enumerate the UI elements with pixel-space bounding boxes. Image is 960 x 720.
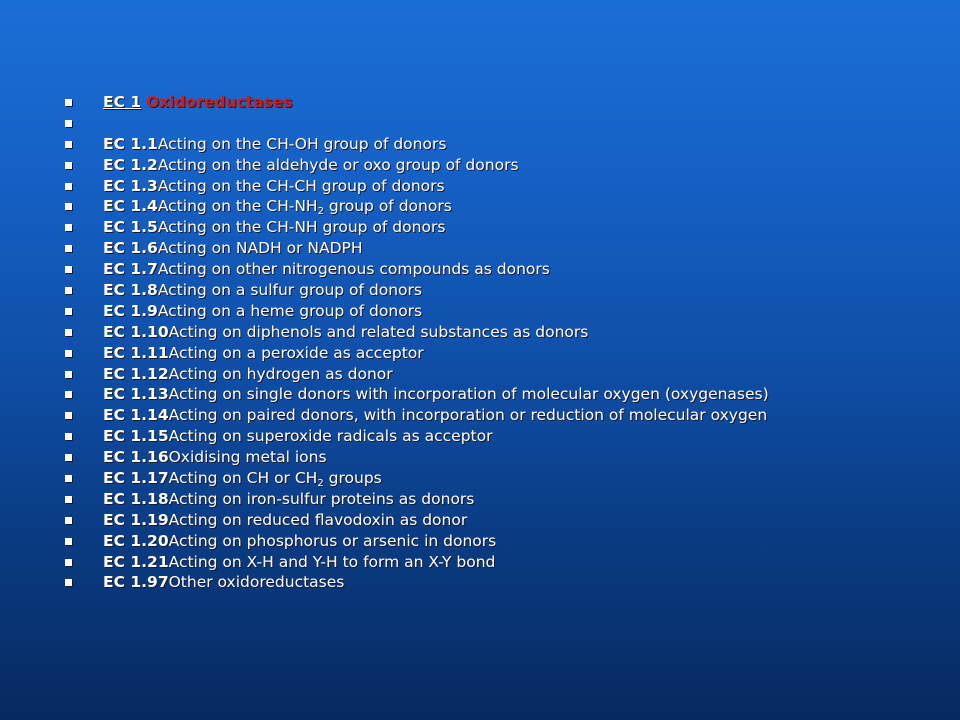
bullet-icon — [65, 203, 72, 210]
list-item — [62, 280, 769, 301]
ec-class-title: Oxidoreductases — [146, 93, 293, 111]
ec-code: EC 1.8 — [103, 281, 158, 300]
ec-code: EC 1.15 — [103, 427, 169, 446]
bullet-icon — [65, 183, 72, 190]
bullet-icon — [65, 350, 72, 357]
ec-description: Acting on CH or CH — [168, 469, 318, 488]
bullet-icon — [65, 245, 72, 252]
list-item — [62, 343, 769, 364]
ec-code: EC 1.9 — [103, 301, 158, 320]
list-item — [62, 238, 769, 259]
ec-description: Acting on a peroxide as acceptor — [168, 343, 424, 362]
list-item — [62, 176, 769, 197]
ec-code: EC 1.18 — [103, 489, 169, 508]
ec-code: EC 1.14 — [103, 406, 169, 425]
bullet-icon — [65, 454, 72, 461]
ec-description: Acting on superoxide radicals as acceptor — [168, 427, 493, 446]
bullet-icon — [65, 120, 72, 127]
ec-description: Acting on iron-sulfur proteins as donors — [168, 489, 475, 508]
ec-description: Acting on phosphorus or arsenic in donors — [168, 531, 497, 550]
subscript: 2 — [317, 206, 324, 218]
list-item-header — [62, 92, 769, 113]
bullet-icon — [65, 224, 72, 231]
ec-code: EC 1.13 — [103, 385, 169, 404]
ec-code: EC 1.19 — [103, 510, 169, 529]
ec-description: Acting on the aldehyde or oxo group of donors — [157, 155, 519, 174]
ec-description: Acting on diphenols and related substances as donors — [168, 322, 589, 341]
ec-description: Acting on a sulfur group of donors — [157, 281, 422, 300]
bullet-icon — [65, 162, 72, 169]
ec-code: EC 1.4 — [103, 197, 158, 216]
ec-description: Acting on other nitrogenous compounds as donors — [157, 260, 550, 279]
ec-description: Acting on the CH-OH group of donors — [157, 134, 447, 153]
list-item — [62, 468, 769, 489]
bullet-icon — [65, 141, 72, 148]
bullet-icon — [65, 559, 72, 566]
ec-description: Acting on a heme group of donors — [157, 301, 423, 320]
ec-code: EC 1.12 — [103, 364, 169, 383]
bullet-icon — [65, 371, 72, 378]
list-item — [62, 301, 769, 322]
ec-code: EC 1.5 — [103, 218, 158, 237]
list-item — [62, 259, 769, 280]
ec-code: EC 1.7 — [103, 260, 158, 279]
list-item — [62, 552, 769, 573]
bullet-icon — [65, 329, 72, 336]
list-item — [62, 489, 769, 510]
bullet-icon — [65, 538, 72, 545]
ec-description: Other oxidoreductases — [168, 573, 345, 592]
list-item — [62, 426, 769, 447]
ec-code: EC 1.97 — [103, 573, 169, 592]
bullet-icon — [65, 412, 72, 419]
bullet-icon — [65, 99, 72, 106]
ec-code: EC 1.3 — [103, 176, 158, 195]
list-item — [62, 572, 769, 593]
ec-description: Acting on NADH or NADPH — [157, 239, 363, 258]
bullet-icon — [65, 579, 72, 586]
bullet-icon — [65, 517, 72, 524]
bullet-icon — [65, 287, 72, 294]
ec-code: EC 1.11 — [103, 343, 169, 362]
ec-description: Acting on the CH-CH group of donors — [157, 176, 445, 195]
ec-description: Oxidising metal ions — [168, 448, 327, 467]
list-item — [62, 217, 769, 238]
bullet-icon — [65, 266, 72, 273]
bullet-icon — [65, 433, 72, 440]
ec-description: Acting on X-H and Y-H to form an X-Y bond — [168, 552, 496, 571]
ec-code: EC 1.17 — [103, 469, 169, 488]
list-item — [62, 322, 769, 343]
ec-code: EC 1.1 — [103, 134, 158, 153]
list-item — [62, 405, 769, 426]
bullet-icon — [65, 391, 72, 398]
ec-code: EC 1.21 — [103, 552, 169, 571]
bullet-icon — [65, 308, 72, 315]
ec-code: EC 1.6 — [103, 239, 158, 258]
list-item — [62, 134, 769, 155]
ec-description: Acting on reduced flavodoxin as donor — [168, 510, 468, 529]
ec-code: EC 1.2 — [103, 155, 158, 174]
list-item — [62, 447, 769, 468]
list-item — [62, 364, 769, 385]
enzyme-class-list — [62, 92, 769, 593]
ec-description: Acting on the CH-NH group of donors — [157, 218, 446, 237]
list-item — [62, 384, 769, 405]
list-item — [62, 155, 769, 176]
ec-code: EC 1.10 — [103, 322, 169, 341]
ec-description: Acting on single donors with incorporation of molecular oxygen (oxygenases) — [168, 385, 769, 404]
ec-description: Acting on hydrogen as donor — [168, 364, 393, 383]
ec-description-tail: group of donors — [323, 197, 452, 216]
bullet-icon — [65, 475, 72, 482]
list-item-empty — [62, 113, 769, 134]
list-item — [62, 510, 769, 531]
ec-class-link[interactable]: EC 1 — [103, 93, 142, 111]
ec-code: EC 1.20 — [103, 531, 169, 550]
bullet-icon — [65, 496, 72, 503]
ec-description-tail: groups — [323, 469, 382, 488]
subscript: 2 — [317, 478, 324, 490]
list-item — [62, 196, 769, 217]
ec-code: EC 1.16 — [103, 448, 169, 467]
ec-description: Acting on paired donors, with incorporation or reduction of molecular oxygen — [168, 406, 768, 425]
list-item — [62, 531, 769, 552]
ec-description: Acting on the CH-NH — [157, 197, 318, 216]
